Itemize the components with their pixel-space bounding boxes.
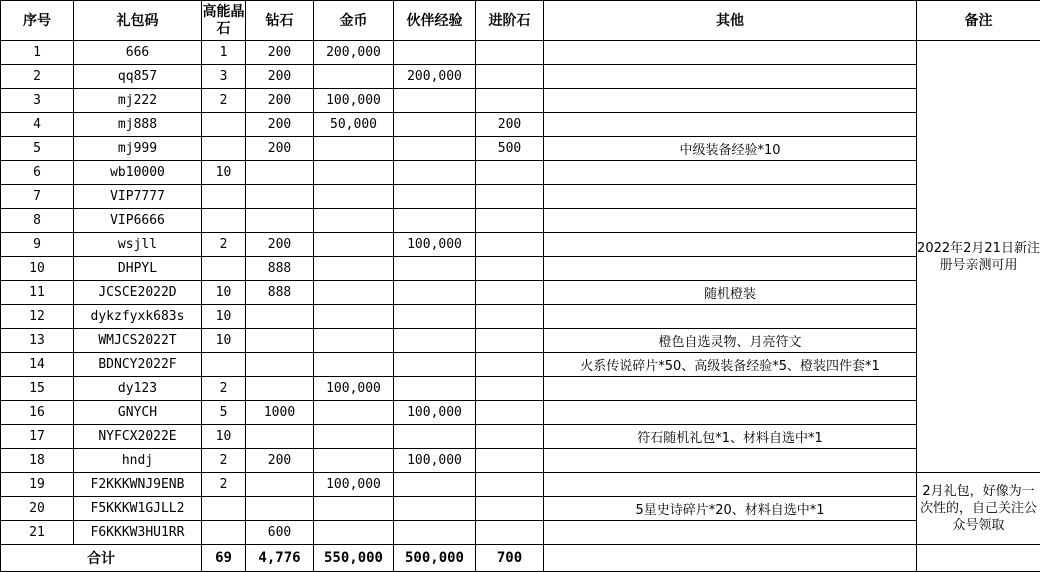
table-row [1, 329, 1040, 353]
cell-other [544, 305, 917, 329]
cell-index: 8 [1, 209, 74, 233]
cell-other [544, 401, 917, 425]
cell-diamond [246, 353, 314, 377]
cell-index: 3 [1, 89, 74, 113]
header-note: 备注 [917, 1, 1040, 41]
cell-exp [394, 305, 476, 329]
header-other: 其他 [544, 1, 917, 41]
cell-diamond: 888 [246, 281, 314, 305]
table-row [1, 401, 1040, 425]
header-advance: 进阶石 [476, 1, 544, 41]
table-row [1, 233, 1040, 257]
cell-coin [314, 161, 394, 185]
cell-code: qq857 [74, 65, 202, 89]
cell-advance [476, 521, 544, 545]
cell-other: 橙色自选灵物、月亮符文 [544, 329, 917, 353]
cell-gem: 2 [202, 233, 246, 257]
total-label: 合计 [1, 545, 202, 572]
cell-gem: 10 [202, 281, 246, 305]
cell-advance [476, 497, 544, 521]
cell-other: 中级装备经验*10 [544, 137, 917, 161]
cell-diamond [246, 305, 314, 329]
table-row [1, 305, 1040, 329]
table-row [1, 521, 1040, 545]
table-row [1, 257, 1040, 281]
cell-coin [314, 353, 394, 377]
cell-advance [476, 185, 544, 209]
cell-code: wb10000 [74, 161, 202, 185]
cell-advance [476, 401, 544, 425]
cell-index: 4 [1, 113, 74, 137]
cell-exp [394, 497, 476, 521]
cell-gem [202, 497, 246, 521]
cell-diamond: 200 [246, 113, 314, 137]
cell-other [544, 41, 917, 65]
cell-gem: 10 [202, 305, 246, 329]
cell-index: 13 [1, 329, 74, 353]
cell-code: VIP6666 [74, 209, 202, 233]
cell-coin [314, 449, 394, 473]
cell-index: 16 [1, 401, 74, 425]
header-coin: 金币 [314, 1, 394, 41]
total-coin: 550,000 [314, 545, 394, 572]
header-row [1, 1, 1040, 41]
cell-advance: 200 [476, 113, 544, 137]
table-row [1, 353, 1040, 377]
cell-coin [314, 257, 394, 281]
total-row [1, 545, 1040, 572]
table-row [1, 473, 1040, 497]
cell-advance [476, 161, 544, 185]
cell-exp [394, 41, 476, 65]
header-index: 序号 [1, 1, 74, 41]
table-row [1, 449, 1040, 473]
cell-gem [202, 185, 246, 209]
cell-diamond [246, 329, 314, 353]
cell-index: 2 [1, 65, 74, 89]
table-row [1, 113, 1040, 137]
cell-gem: 10 [202, 161, 246, 185]
cell-advance [476, 377, 544, 401]
cell-index: 15 [1, 377, 74, 401]
cell-exp [394, 281, 476, 305]
header-diamond: 钻石 [246, 1, 314, 41]
cell-coin: 50,000 [314, 113, 394, 137]
cell-other [544, 257, 917, 281]
cell-coin [314, 137, 394, 161]
cell-exp: 200,000 [394, 65, 476, 89]
cell-index: 6 [1, 161, 74, 185]
cell-gem: 10 [202, 329, 246, 353]
cell-exp [394, 473, 476, 497]
table-row [1, 209, 1040, 233]
cell-gem [202, 113, 246, 137]
cell-diamond [246, 473, 314, 497]
total-note [917, 545, 1040, 572]
cell-gem: 1 [202, 41, 246, 65]
cell-code: NYFCX2022E [74, 425, 202, 449]
cell-other [544, 185, 917, 209]
cell-exp: 100,000 [394, 233, 476, 257]
cell-diamond: 200 [246, 449, 314, 473]
header-code: 礼包码 [74, 1, 202, 41]
cell-code: mj222 [74, 89, 202, 113]
table-row [1, 497, 1040, 521]
cell-index: 19 [1, 473, 74, 497]
header-exp: 伙伴经验 [394, 1, 476, 41]
cell-other [544, 449, 917, 473]
cell-diamond: 200 [246, 233, 314, 257]
cell-advance [476, 89, 544, 113]
cell-index: 18 [1, 449, 74, 473]
cell-advance [476, 233, 544, 257]
table-row [1, 425, 1040, 449]
cell-exp [394, 377, 476, 401]
cell-code: F5KKKW1GJLL2 [74, 497, 202, 521]
cell-coin [314, 521, 394, 545]
cell-exp [394, 89, 476, 113]
cell-code: mj999 [74, 137, 202, 161]
cell-other [544, 65, 917, 89]
cell-gem: 2 [202, 473, 246, 497]
cell-code: wsjll [74, 233, 202, 257]
cell-diamond: 1000 [246, 401, 314, 425]
cell-advance [476, 329, 544, 353]
cell-gem: 2 [202, 377, 246, 401]
table-row [1, 377, 1040, 401]
cell-advance [476, 41, 544, 65]
cell-advance: 500 [476, 137, 544, 161]
cell-index: 14 [1, 353, 74, 377]
cell-coin [314, 209, 394, 233]
cell-exp [394, 113, 476, 137]
cell-other: 5星史诗碎片*20、材料自选中*1 [544, 497, 917, 521]
cell-code: JCSCE2022D [74, 281, 202, 305]
cell-index: 17 [1, 425, 74, 449]
cell-index: 1 [1, 41, 74, 65]
cell-coin [314, 281, 394, 305]
cell-exp [394, 521, 476, 545]
note-cell: 2022年2月21日新注册号亲测可用 [917, 41, 1040, 473]
cell-coin [314, 329, 394, 353]
cell-diamond [246, 377, 314, 401]
cell-gem: 2 [202, 449, 246, 473]
table-row [1, 185, 1040, 209]
cell-coin [314, 497, 394, 521]
header-gem: 高能晶石 [202, 1, 246, 41]
cell-code: dykzfyxk683s [74, 305, 202, 329]
cell-code: WMJCS2022T [74, 329, 202, 353]
cell-coin: 200,000 [314, 41, 394, 65]
cell-advance [476, 449, 544, 473]
cell-coin [314, 233, 394, 257]
cell-exp [394, 185, 476, 209]
cell-gem: 5 [202, 401, 246, 425]
cell-code: mj888 [74, 113, 202, 137]
cell-code: dy123 [74, 377, 202, 401]
cell-index: 5 [1, 137, 74, 161]
cell-exp: 100,000 [394, 449, 476, 473]
cell-coin [314, 65, 394, 89]
cell-gem [202, 137, 246, 161]
table-row [1, 161, 1040, 185]
cell-other [544, 473, 917, 497]
cell-coin: 100,000 [314, 89, 394, 113]
cell-diamond: 200 [246, 137, 314, 161]
cell-code: F2KKKWNJ9ENB [74, 473, 202, 497]
cell-exp [394, 425, 476, 449]
cell-index: 11 [1, 281, 74, 305]
cell-index: 21 [1, 521, 74, 545]
cell-code: VIP7777 [74, 185, 202, 209]
cell-code: hndj [74, 449, 202, 473]
table-row [1, 137, 1040, 161]
cell-code: F6KKKW3HU1RR [74, 521, 202, 545]
cell-other [544, 233, 917, 257]
cell-exp: 100,000 [394, 401, 476, 425]
cell-diamond: 200 [246, 41, 314, 65]
cell-gem: 3 [202, 65, 246, 89]
cell-other: 随机橙装 [544, 281, 917, 305]
cell-gem: 2 [202, 89, 246, 113]
cell-other [544, 209, 917, 233]
cell-gem [202, 257, 246, 281]
cell-exp [394, 353, 476, 377]
cell-gem [202, 353, 246, 377]
cell-other [544, 521, 917, 545]
table-body [1, 41, 1040, 572]
table-row [1, 89, 1040, 113]
cell-exp [394, 161, 476, 185]
cell-coin [314, 425, 394, 449]
cell-other [544, 161, 917, 185]
total-diamond: 4,776 [246, 545, 314, 572]
total-advance: 700 [476, 545, 544, 572]
cell-coin [314, 401, 394, 425]
cell-code: 666 [74, 41, 202, 65]
cell-exp [394, 137, 476, 161]
cell-exp [394, 329, 476, 353]
cell-advance [476, 209, 544, 233]
cell-advance [476, 305, 544, 329]
cell-coin [314, 305, 394, 329]
cell-other [544, 113, 917, 137]
cell-other [544, 377, 917, 401]
cell-advance [476, 65, 544, 89]
cell-diamond [246, 185, 314, 209]
cell-index: 20 [1, 497, 74, 521]
cell-advance [476, 353, 544, 377]
cell-gem [202, 209, 246, 233]
cell-other: 符石随机礼包*1、材料自选中*1 [544, 425, 917, 449]
cell-coin: 100,000 [314, 377, 394, 401]
cell-advance [476, 281, 544, 305]
table-row [1, 281, 1040, 305]
cell-gem [202, 521, 246, 545]
cell-index: 10 [1, 257, 74, 281]
total-gem: 69 [202, 545, 246, 572]
note-cell: 2月礼包，好像为一次性的，自己关注公众号领取 [917, 473, 1040, 545]
cell-diamond: 888 [246, 257, 314, 281]
cell-advance [476, 425, 544, 449]
cell-index: 12 [1, 305, 74, 329]
cell-advance [476, 473, 544, 497]
cell-diamond [246, 497, 314, 521]
cell-diamond: 200 [246, 65, 314, 89]
cell-coin [314, 185, 394, 209]
cell-diamond [246, 209, 314, 233]
cell-code: BDNCY2022F [74, 353, 202, 377]
table-row [1, 41, 1040, 65]
cell-gem: 10 [202, 425, 246, 449]
cell-exp [394, 209, 476, 233]
cell-other: 火系传说碎片*50、高级装备经验*5、橙装四件套*1 [544, 353, 917, 377]
total-other [544, 545, 917, 572]
cell-diamond: 600 [246, 521, 314, 545]
cell-other [544, 89, 917, 113]
cell-diamond [246, 161, 314, 185]
cell-diamond [246, 425, 314, 449]
total-exp: 500,000 [394, 545, 476, 572]
cell-exp [394, 257, 476, 281]
cell-coin: 100,000 [314, 473, 394, 497]
cell-diamond: 200 [246, 89, 314, 113]
cell-code: GNYCH [74, 401, 202, 425]
cell-advance [476, 257, 544, 281]
cell-index: 9 [1, 233, 74, 257]
cell-index: 7 [1, 185, 74, 209]
cell-code: DHPYL [74, 257, 202, 281]
table-row [1, 65, 1040, 89]
